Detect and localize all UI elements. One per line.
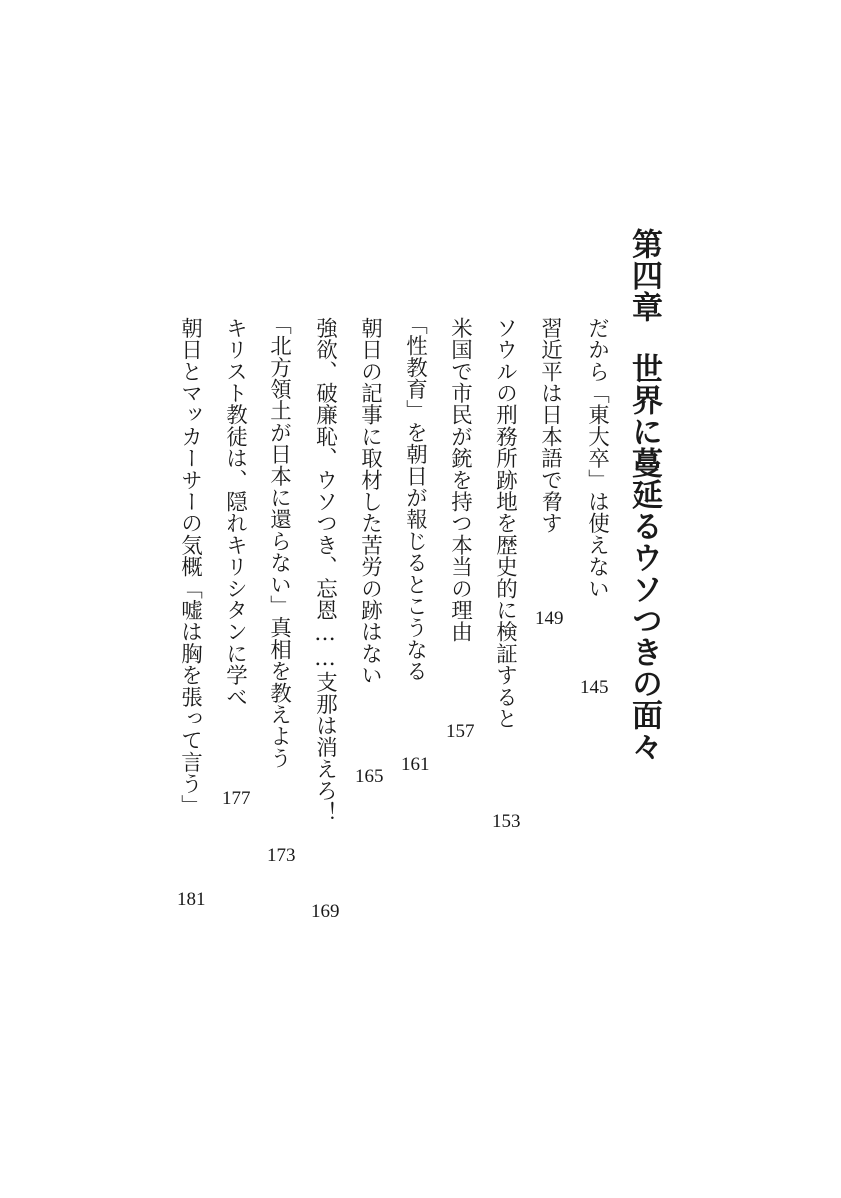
toc-entry-1-title[interactable]: だから「東大卒」は使えない <box>584 317 610 600</box>
toc-entry-9-page: 177 <box>222 788 251 809</box>
chapter-title: 世界に蔓延るウソつきの面々 <box>626 352 662 762</box>
toc-entry-9-title[interactable]: キリスト教徒は、隠れキリシタンに学べ <box>222 317 248 708</box>
toc-entry-10-title[interactable]: 朝日とマッカーサーの気概「嘘は胸を張って言う」 <box>177 317 203 817</box>
toc-entry-6-title[interactable]: 朝日の記事に取材した苦労の跡はない <box>357 317 383 686</box>
toc-entry-1-page: 145 <box>580 677 609 698</box>
toc-entry-7-page: 169 <box>311 901 340 922</box>
toc-entry-5-title[interactable]: 「性教育」を朝日が報じるとこうなる <box>402 313 428 682</box>
toc-entry-8-page: 173 <box>267 845 296 866</box>
toc-entry-4-title[interactable]: 米国で市民が銃を持つ本当の理由 <box>447 317 473 643</box>
toc-entry-10-page: 181 <box>177 889 206 910</box>
toc-entry-5-page: 161 <box>401 754 430 775</box>
toc-entry-8-title[interactable]: 「北方領土が日本に還らない」真相を教えよう <box>266 313 292 769</box>
toc-entry-2-page: 149 <box>535 608 564 629</box>
chapter-heading <box>626 228 662 762</box>
toc-entry-2-title[interactable]: 習近平は日本語で脅す <box>537 317 563 534</box>
toc-entry-6-page: 165 <box>355 766 384 787</box>
toc-entry-4-page: 157 <box>446 721 475 742</box>
toc-entry-3-page: 153 <box>492 811 521 832</box>
chapter-number: 第四章 <box>626 228 662 323</box>
toc-entry-7-title[interactable]: 強欲、破廉恥、ウソつき、忘恩……支那は消えろ！ <box>312 317 338 824</box>
toc-entry-3-title[interactable]: ソウルの刑務所跡地を歴史的に検証すると <box>492 317 518 730</box>
